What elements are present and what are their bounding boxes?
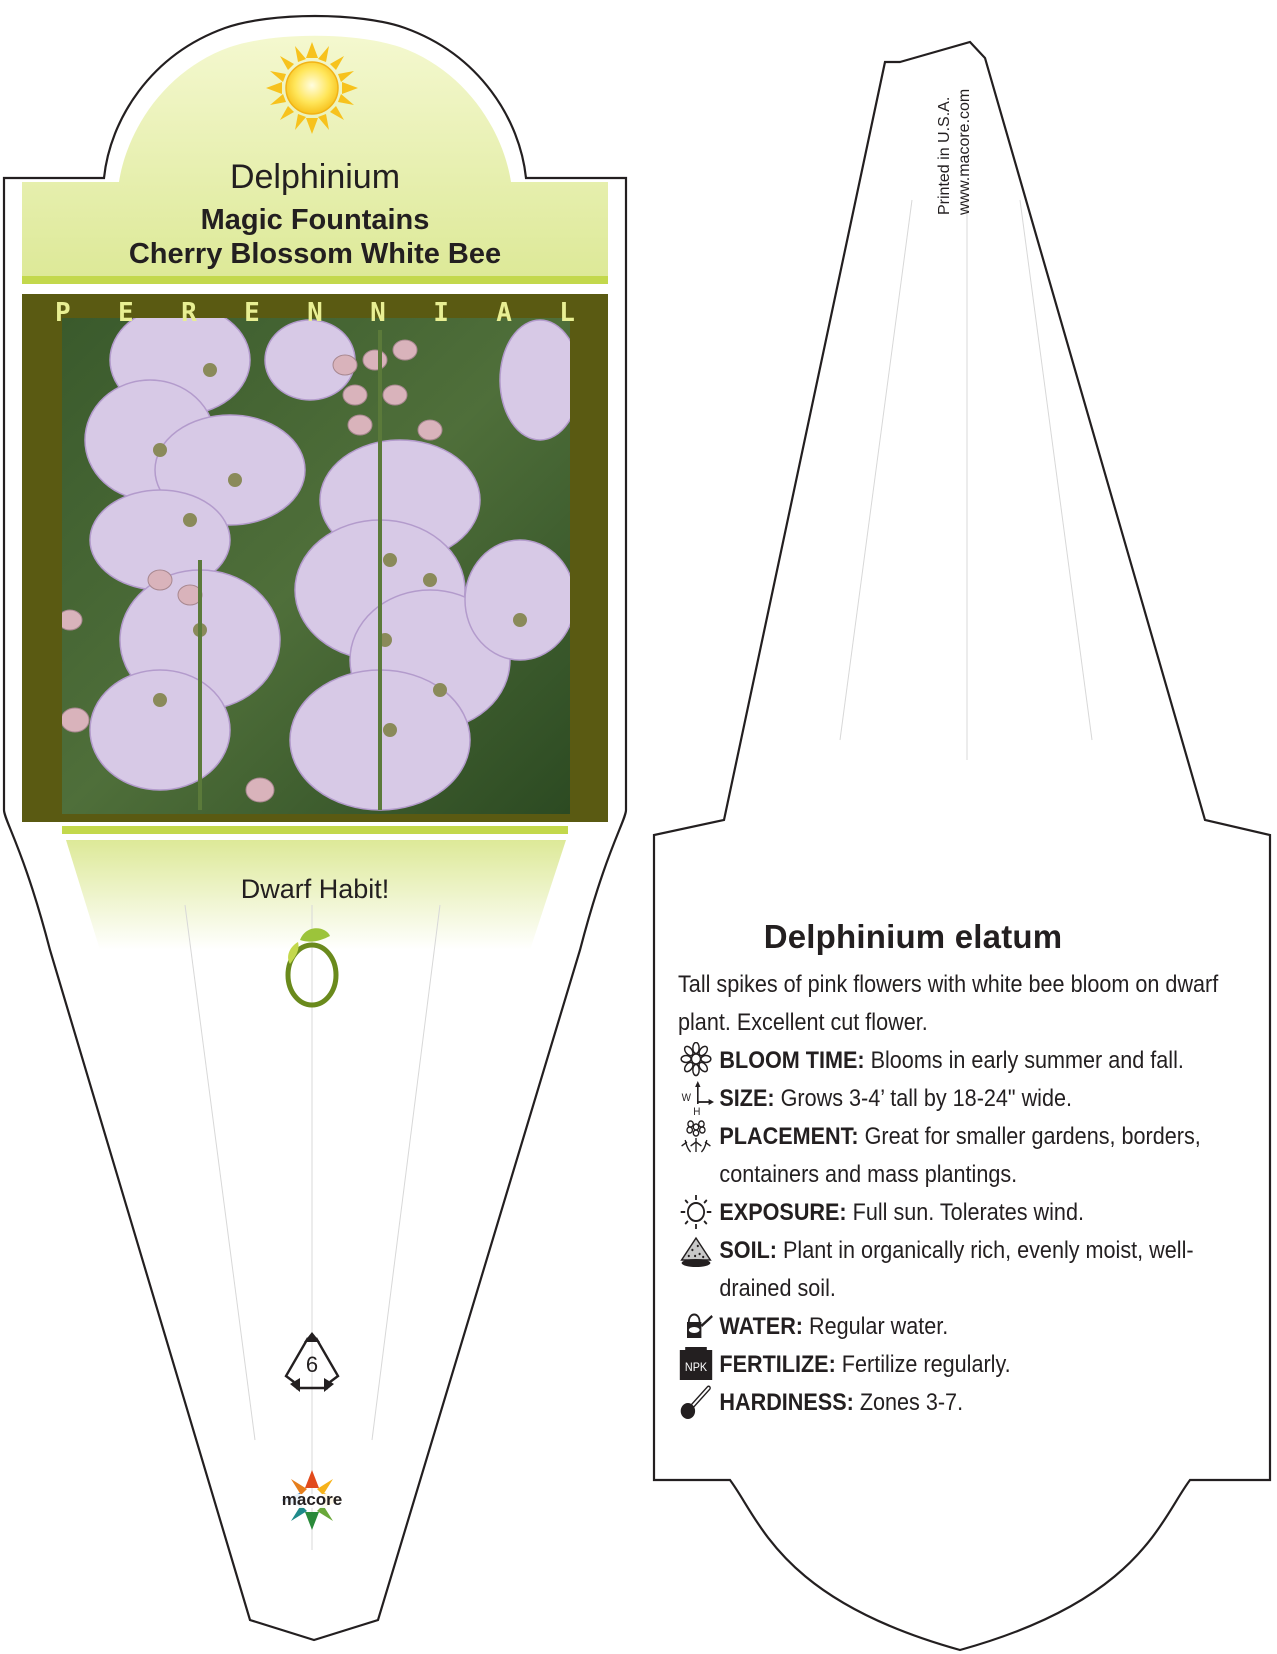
plant-genus: Delphinium	[229, 158, 401, 196]
plant-series: Magic Fountains	[200, 204, 430, 236]
category-letter: A	[496, 298, 512, 328]
hardiness-text: Zones 3-7.	[859, 1389, 964, 1416]
exposure-label: EXPOSURE:	[719, 1199, 847, 1226]
placement-text: Great for smaller gardens, borders, containers and mass plantings.	[719, 1123, 1201, 1188]
npk-text: NPK	[684, 1361, 708, 1375]
brand-logo-text: macore	[281, 1490, 343, 1509]
tagline: Dwarf Habit!	[240, 874, 390, 904]
recycle-number: 6	[305, 1352, 319, 1377]
thermometer-icon	[678, 1384, 714, 1420]
size-text: Grows 3-4’ tall by 18-24" wide.	[780, 1085, 1073, 1112]
size-row	[678, 1080, 1236, 1118]
category-letter: E	[118, 298, 134, 328]
category-letter: L	[559, 298, 575, 328]
website: www.macore.com	[956, 88, 973, 215]
printed-info	[935, 50, 975, 215]
category-letter: I	[433, 298, 449, 328]
category-letter: R	[181, 298, 197, 328]
sun-outline-icon	[678, 1194, 714, 1230]
flower-photo	[58, 305, 580, 814]
watering-can-icon	[678, 1308, 714, 1344]
category-letter: E	[244, 298, 260, 328]
care-info	[678, 918, 1248, 1422]
fertilize-label: FERTILIZE:	[719, 1351, 836, 1378]
fertilize-row	[678, 1346, 1236, 1384]
soil-row	[678, 1232, 1236, 1308]
hardiness-label: HARDINESS:	[719, 1389, 854, 1416]
bloom-time-label: BLOOM TIME:	[719, 1047, 865, 1074]
size-w: W	[681, 1092, 691, 1105]
fertilize-text: Fertilize regularly.	[841, 1351, 1011, 1378]
bloom-time-row	[678, 1042, 1236, 1080]
category-letter: N	[307, 298, 323, 328]
soil-label: SOIL:	[719, 1237, 777, 1264]
description: Tall spikes of pink flowers with white bee bloom on dwarf plant. Excellent cut flower.	[678, 971, 1219, 1036]
placement-row	[678, 1118, 1236, 1194]
placement-icon	[678, 1118, 714, 1154]
printed-in-usa: Printed in U.S.A.	[936, 96, 953, 215]
botanical-name: Delphinium elatum	[763, 918, 1063, 955]
soil-text: Plant in organically rich, evenly moist, well-drained soil.	[719, 1237, 1194, 1302]
npk-icon	[678, 1346, 714, 1382]
exposure-text: Full sun. Tolerates wind.	[852, 1199, 1084, 1226]
category-letter: N	[370, 298, 386, 328]
plant-category	[55, 298, 575, 328]
size-label: SIZE:	[719, 1085, 775, 1112]
water-row	[678, 1308, 1236, 1346]
bloom-time-text: Blooms in early summer and fall.	[870, 1047, 1184, 1074]
placement-label: PLACEMENT:	[719, 1123, 859, 1150]
hardiness-row	[678, 1384, 1236, 1422]
exposure-row	[678, 1194, 1236, 1232]
size-icon	[678, 1080, 714, 1116]
flower-icon	[678, 1042, 714, 1078]
size-h: H	[693, 1106, 701, 1116]
water-text: Regular water.	[808, 1313, 949, 1340]
water-label: WATER:	[719, 1313, 803, 1340]
soil-icon	[678, 1232, 714, 1268]
category-letter: P	[55, 298, 71, 328]
plant-cultivar: Cherry Blossom White Bee	[128, 238, 502, 270]
